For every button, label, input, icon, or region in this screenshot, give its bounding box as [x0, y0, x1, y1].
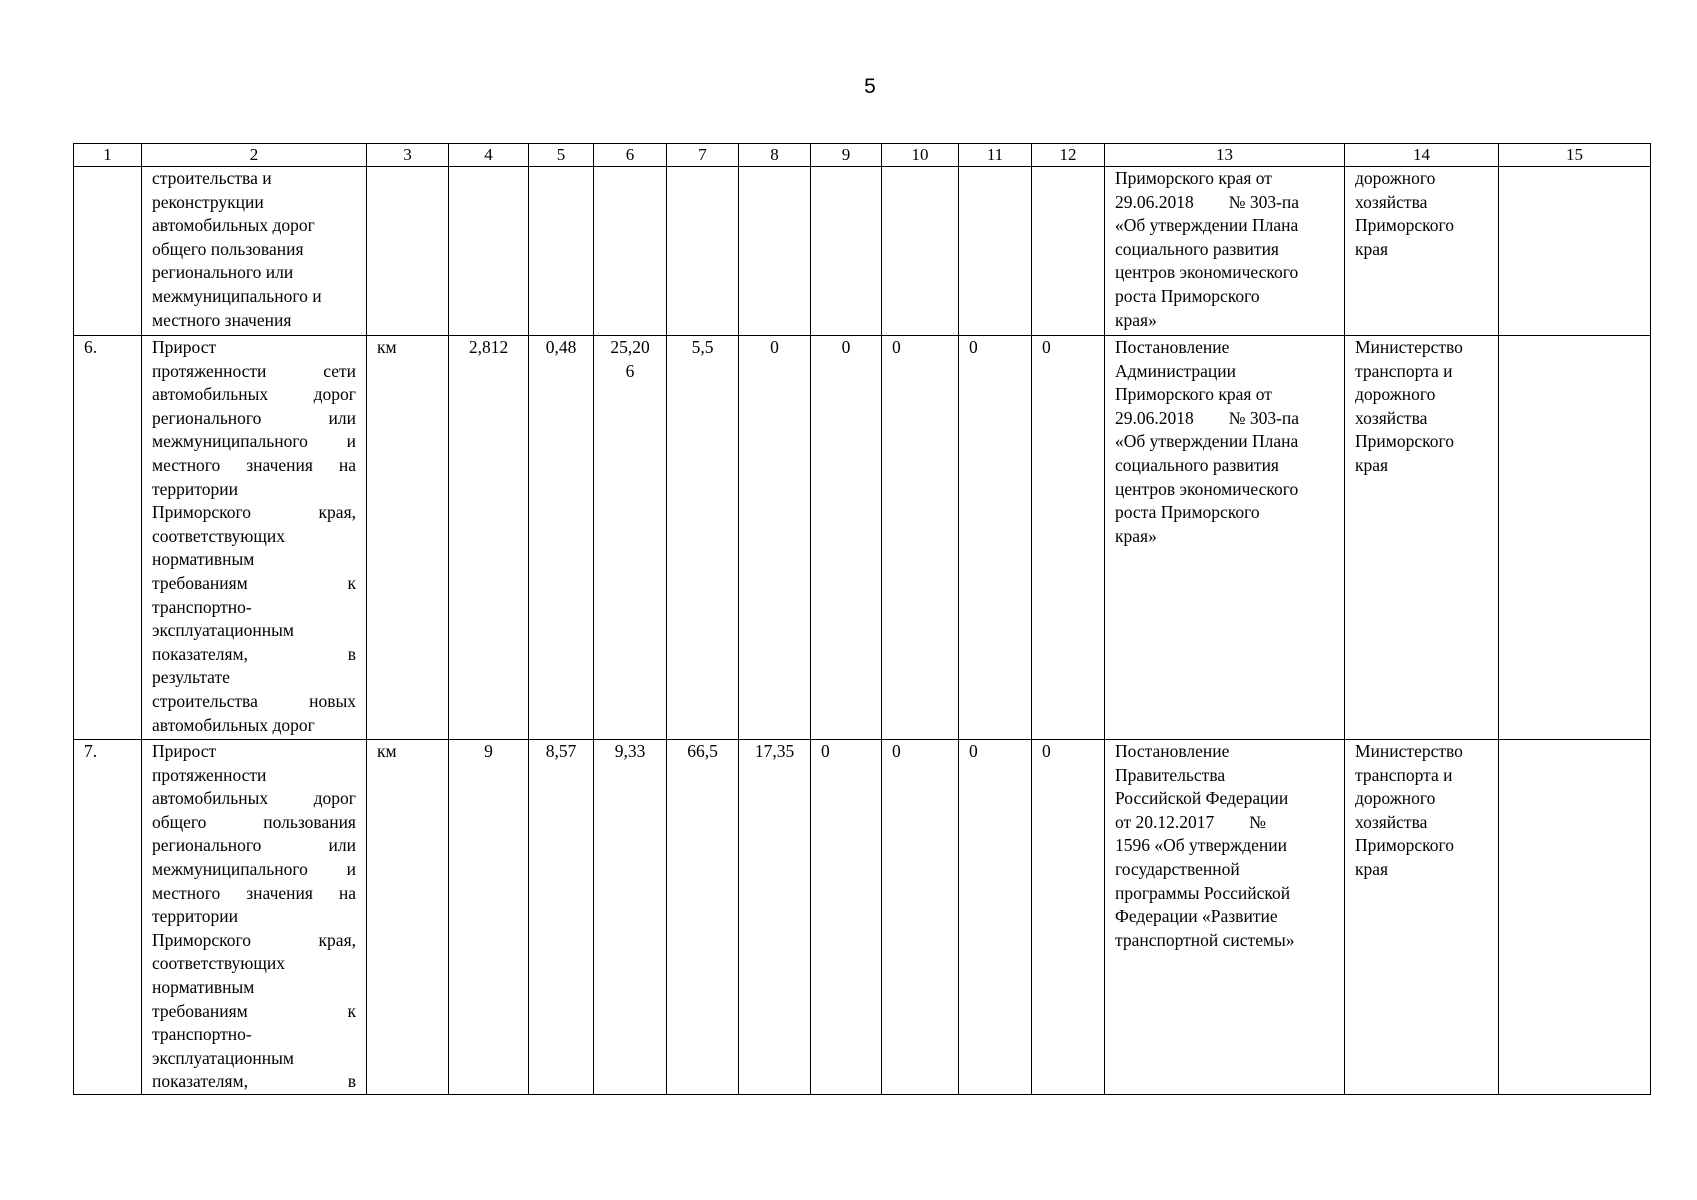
value-col-9: 0	[811, 336, 882, 740]
indicator-description-line: эксплуатационным	[152, 1047, 294, 1068]
responsible-body-line: хозяйства	[1355, 191, 1428, 212]
legal-basis-line: социального развития	[1115, 238, 1279, 259]
legal-basis-line: роста Приморского	[1115, 502, 1260, 523]
value-col-6	[594, 167, 667, 336]
legal-basis-line: Приморского края от	[1115, 168, 1272, 188]
header-cell: 2	[142, 144, 367, 167]
row-number: 6.	[74, 336, 142, 740]
legal-basis-line: программы Российской	[1115, 882, 1291, 903]
indicator-description-line: общего пользования	[152, 811, 356, 832]
indicator-description-line: транспортно-	[152, 1024, 252, 1045]
value-col-8: 0	[739, 336, 811, 740]
header-cell: 4	[449, 144, 529, 167]
header-cell: 13	[1105, 144, 1345, 167]
value-col-11	[959, 167, 1032, 336]
legal-basis-line: Российской Федерации	[1115, 788, 1289, 809]
legal-basis-line: Приморского края от	[1115, 384, 1272, 405]
value-col-8: 17,35	[739, 740, 811, 1095]
responsible-body-line: хозяйства	[1355, 811, 1428, 832]
legal-basis-line: центров экономического	[1115, 262, 1299, 283]
value-col-4: 9	[449, 740, 529, 1095]
page-number: 5	[864, 75, 876, 98]
value-col-7: 5,5	[667, 336, 739, 740]
legal-basis	[1105, 336, 1345, 740]
indicator-description-line: Прирост	[152, 741, 217, 761]
responsible-body-line: края	[1355, 454, 1389, 475]
header-cell: 9	[811, 144, 882, 167]
indicator-description-line: нормативным	[152, 976, 255, 997]
indicators-table	[73, 143, 1651, 1095]
indicator-description-line: реконструкции	[152, 191, 264, 212]
unit-cell: км	[367, 740, 449, 1095]
indicator-description-line: Прирост	[152, 337, 217, 357]
indicator-description-line: регионального или	[152, 407, 356, 428]
header-cell: 6	[594, 144, 667, 167]
responsible-body-line: дорожного	[1355, 168, 1436, 188]
row-number	[74, 167, 142, 336]
legal-basis-line: 29.06.2018 № 303-па	[1115, 191, 1300, 212]
indicator-description-line: Приморского края,	[152, 502, 356, 523]
header-cell: 11	[959, 144, 1032, 167]
indicator-description-line: автомобильных дорог	[152, 384, 356, 405]
indicator-description-line: строительства и	[152, 168, 272, 188]
indicator-description-line: местного значения	[152, 309, 292, 330]
value-col-10: 0	[882, 336, 959, 740]
table-row	[74, 740, 1651, 1095]
indicator-description-line: автомобильных дорог	[152, 215, 315, 236]
legal-basis-line: государственной	[1115, 858, 1240, 879]
indicator-description-line: требованиям к	[152, 1000, 356, 1021]
indicator-description-line: межмуниципального и	[152, 858, 356, 879]
indicator-description-line: межмуниципального и	[152, 431, 356, 452]
header-cell: 12	[1032, 144, 1105, 167]
value-col-5	[529, 167, 594, 336]
indicator-description-line: территории	[152, 478, 238, 499]
responsible-body-line: Министерство	[1355, 337, 1463, 357]
indicator-description-line: общего пользования	[152, 238, 304, 259]
responsible-body-line: края	[1355, 238, 1389, 259]
value-col-5: 8,57	[529, 740, 594, 1095]
legal-basis-line: Постановление	[1115, 741, 1230, 761]
legal-basis-line: «Об утверждении Плана	[1115, 431, 1299, 452]
indicator-description-line: протяженности	[152, 764, 267, 785]
value-col-11: 0	[959, 740, 1032, 1095]
indicator-description-line: транспортно-	[152, 596, 252, 617]
responsible-body	[1345, 740, 1499, 1095]
indicator-description-line: территории	[152, 906, 238, 927]
legal-basis-line: «Об утверждении Плана	[1115, 215, 1299, 236]
indicator-description-line: соответствующих	[152, 953, 285, 974]
header-cell: 3	[367, 144, 449, 167]
header-cell: 5	[529, 144, 594, 167]
legal-basis-line: Правительства	[1115, 764, 1226, 785]
responsible-body-line: транспорта и	[1355, 764, 1453, 785]
indicator-description-line: межмуниципального и	[152, 285, 322, 306]
value-col-7	[667, 167, 739, 336]
legal-basis-line: транспортной системы»	[1115, 929, 1295, 950]
indicator-description-line: Приморского края,	[152, 929, 356, 950]
legal-basis-line: Администрации	[1115, 360, 1236, 381]
header-cell: 15	[1499, 144, 1651, 167]
indicator-description-line: местного значения на	[152, 454, 356, 475]
table-row	[74, 336, 1651, 740]
legal-basis-line: Постановление	[1115, 337, 1230, 357]
responsible-body-line: дорожного	[1355, 788, 1436, 809]
value-col-6: 25,20 6	[594, 336, 667, 740]
value-col-15	[1499, 167, 1651, 336]
legal-basis-line: центров экономического	[1115, 478, 1299, 499]
value-col-15	[1499, 336, 1651, 740]
value-col-12	[1032, 167, 1105, 336]
responsible-body-line: дорожного	[1355, 384, 1436, 405]
value-col-4: 2,812	[449, 336, 529, 740]
responsible-body-line: транспорта и	[1355, 360, 1453, 381]
indicator-description	[142, 740, 367, 1095]
responsible-body-line: хозяйства	[1355, 407, 1428, 428]
responsible-body-line: Приморского	[1355, 431, 1454, 452]
value-col-9	[811, 167, 882, 336]
indicator-description-line: показателям, в	[152, 643, 356, 664]
legal-basis-line: края»	[1115, 525, 1157, 546]
indicator-description-line: протяженности сети	[152, 360, 356, 381]
unit-cell	[367, 167, 449, 336]
value-col-10: 0	[882, 740, 959, 1095]
legal-basis-line: социального развития	[1115, 454, 1279, 475]
value-col-15	[1499, 740, 1651, 1095]
header-cell: 1	[74, 144, 142, 167]
indicator-description-line: нормативным	[152, 549, 255, 570]
responsible-body-line: Приморского	[1355, 835, 1454, 856]
indicator-description-line: регионального или	[152, 262, 294, 283]
value-col-9: 0	[811, 740, 882, 1095]
indicator-description-line: автомобильных дорог	[152, 714, 315, 735]
responsible-body-line: Министерство	[1355, 741, 1463, 761]
legal-basis	[1105, 167, 1345, 336]
legal-basis-line: 1596 «Об утверждении	[1115, 835, 1287, 856]
indicator-description-line: требованиям к	[152, 572, 356, 593]
legal-basis-line: от 20.12.2017 №	[1115, 811, 1266, 832]
indicator-description-line: строительства новых	[152, 690, 356, 711]
table-row	[74, 167, 1651, 336]
responsible-body-line: Приморского	[1355, 215, 1454, 236]
indicator-description-line: соответствующих	[152, 525, 285, 546]
responsible-body-line: края	[1355, 858, 1389, 879]
header-cell: 7	[667, 144, 739, 167]
legal-basis-line: Федерации «Развитие	[1115, 906, 1278, 927]
legal-basis	[1105, 740, 1345, 1095]
responsible-body	[1345, 336, 1499, 740]
value-col-5: 0,48	[529, 336, 594, 740]
value-col-7: 66,5	[667, 740, 739, 1095]
value-col-10	[882, 167, 959, 336]
value-col-6: 9,33	[594, 740, 667, 1095]
row-number: 7.	[74, 740, 142, 1095]
responsible-body	[1345, 167, 1499, 336]
indicator-description-line: показателям, в	[152, 1071, 356, 1092]
value-col-12: 0	[1032, 740, 1105, 1095]
unit-cell: км	[367, 336, 449, 740]
indicator-description	[142, 167, 367, 336]
indicator-description-line: эксплуатационным	[152, 620, 294, 641]
indicator-description	[142, 336, 367, 740]
value-col-11: 0	[959, 336, 1032, 740]
indicator-description-line: местного значения на	[152, 882, 356, 903]
header-cell: 14	[1345, 144, 1499, 167]
header-cell: 10	[882, 144, 959, 167]
value-col-8	[739, 167, 811, 336]
header-row	[74, 144, 1651, 167]
legal-basis-line: края»	[1115, 309, 1157, 330]
header-cell: 8	[739, 144, 811, 167]
indicator-description-line: результате	[152, 667, 230, 688]
value-col-4	[449, 167, 529, 336]
indicator-description-line: регионального или	[152, 835, 356, 856]
value-col-12: 0	[1032, 336, 1105, 740]
legal-basis-line: 29.06.2018 № 303-па	[1115, 407, 1300, 428]
legal-basis-line: роста Приморского	[1115, 285, 1260, 306]
indicator-description-line: автомобильных дорог	[152, 788, 356, 809]
